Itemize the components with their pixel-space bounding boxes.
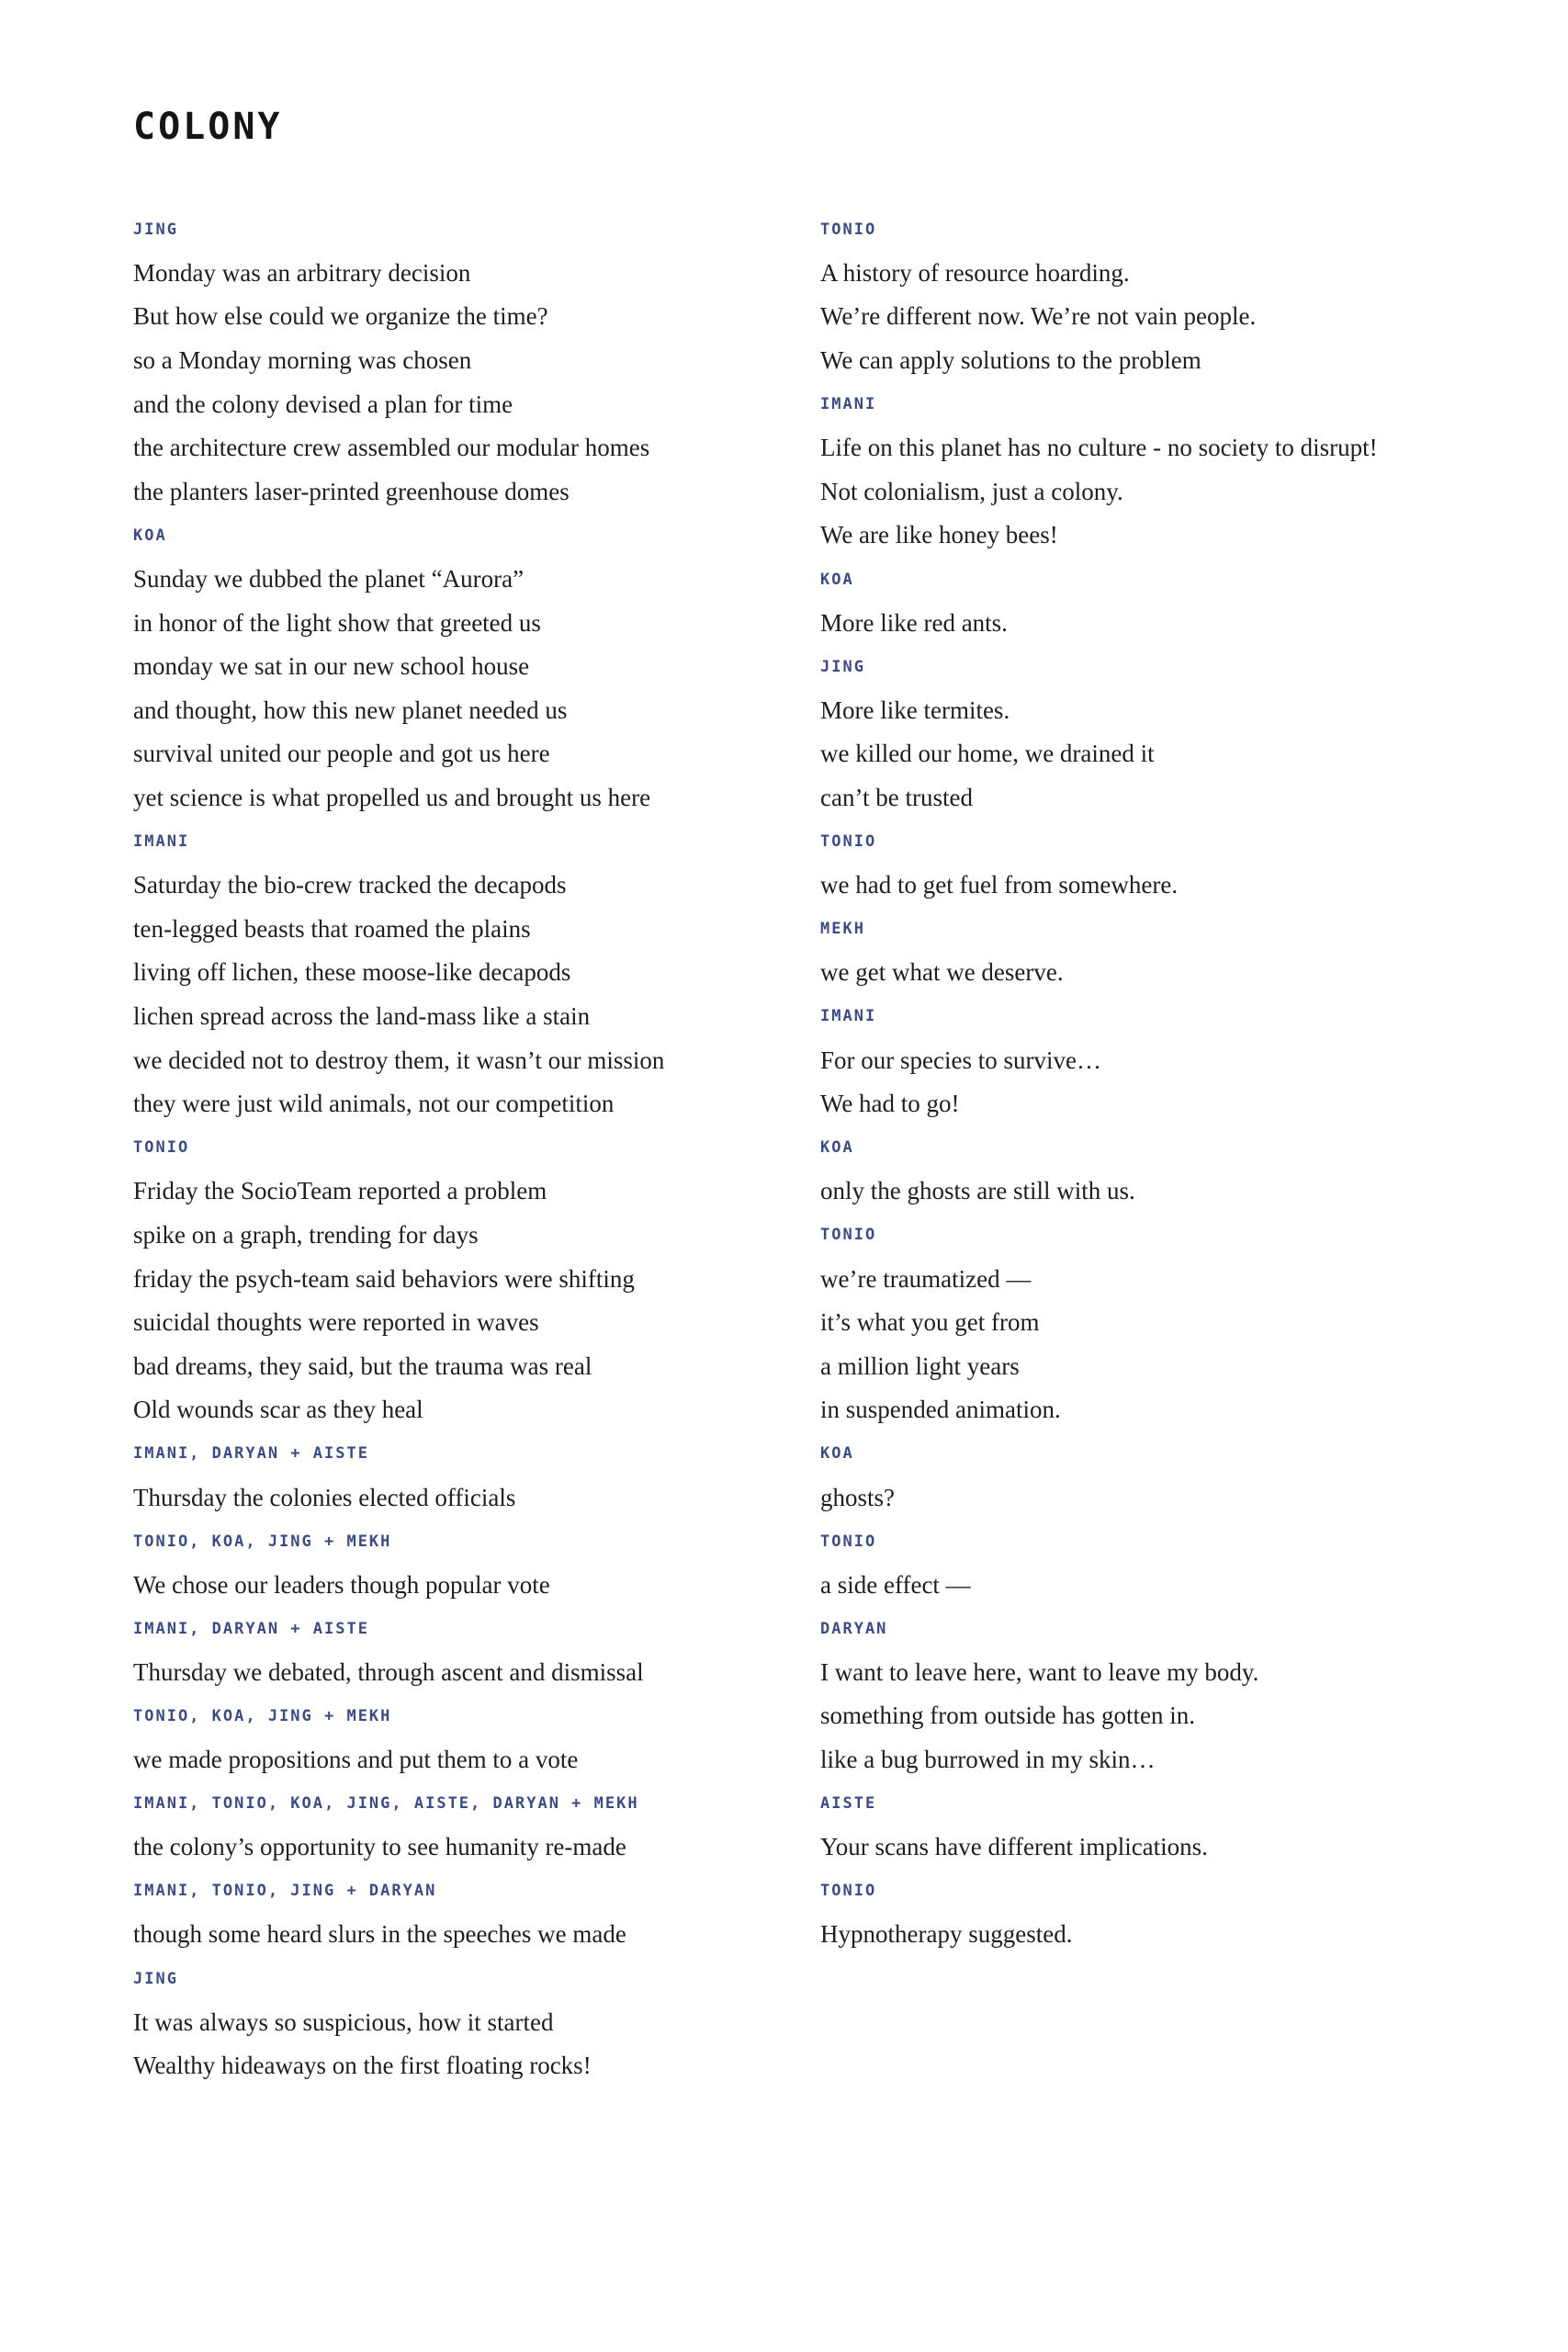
speaker-name: TONIO, KOA, JING + MEKH [133, 1706, 392, 1725]
speaker-name: JING [133, 220, 178, 239]
left-column [133, 208, 776, 2088]
speaker-row [820, 995, 1518, 1039]
speaker-name: TONIO [820, 832, 877, 852]
verse-row [820, 689, 1518, 733]
speaker-row [820, 908, 1518, 952]
verse-line: can’t be trusted [820, 784, 973, 812]
verse-row [133, 252, 776, 296]
speaker-name: JING [820, 657, 865, 676]
verse-line: Old wounds scar as they heal [133, 1396, 423, 1424]
verse-line: so a Monday morning was chosen [133, 346, 472, 375]
verse-row [820, 1651, 1518, 1695]
verse-row [133, 1344, 776, 1388]
verse-row [820, 1738, 1518, 1782]
verse-line: yet science is what propelled us and brought us here [133, 784, 651, 812]
speaker-name: TONIO, KOA, JING + MEKH [133, 1532, 392, 1551]
verse-line: it’s what you get from [820, 1308, 1040, 1337]
speaker-name: KOA [133, 526, 167, 545]
verse-row [133, 601, 776, 645]
verse-line: though some heard slurs in the speeches we made [133, 1920, 626, 1949]
verse-row [820, 252, 1518, 296]
verse-row [820, 1301, 1518, 1345]
verse-line: Friday the SocioTeam reported a problem [133, 1177, 547, 1205]
verse-row [133, 1388, 776, 1432]
speaker-name: IMANI [820, 1007, 877, 1026]
verse-line: and thought, how this new planet needed us [133, 695, 568, 724]
verse-line: we get what we deserve. [820, 958, 1064, 987]
verse-line: a million light years [820, 1351, 1020, 1380]
verse-line: ten-legged beasts that roamed the plains [133, 914, 531, 943]
verse-row [133, 1563, 776, 1607]
verse-line: We’re different now. We’re not vain people. [820, 302, 1257, 331]
verse-row [133, 1913, 776, 1957]
speaker-row [133, 1694, 776, 1738]
verse-row [820, 470, 1518, 514]
speaker-row [820, 1781, 1518, 1826]
verse-line: we had to get fuel from somewhere. [820, 871, 1179, 899]
verse-line: I want to leave here, want to leave my body. [820, 1657, 1259, 1686]
verse-row [133, 382, 776, 426]
verse-line: Life on this planet has no culture - no society to disrupt! [820, 434, 1378, 462]
verse-row [133, 1651, 776, 1695]
verse-line: Your scans have different implications. [820, 1833, 1208, 1861]
speaker-row [820, 382, 1518, 426]
verse-line: Not colonialism, just a colony. [820, 477, 1123, 505]
verse-line: Saturday the bio-crew tracked the decapods [133, 871, 567, 899]
verse-line: the colony’s opportunity to see humanity re-made [133, 1833, 626, 1861]
speaker-name: TONIO [820, 1532, 877, 1551]
verse-row [820, 514, 1518, 558]
speaker-row [820, 1432, 1518, 1476]
verse-row [133, 1082, 776, 1126]
verse-row [133, 732, 776, 776]
verse-line: in suspended animation. [820, 1396, 1061, 1424]
speaker-row [133, 1520, 776, 1564]
verse-line: ghosts? [820, 1483, 895, 1511]
verse-line: we’re traumatized — [820, 1264, 1032, 1293]
speaker-row [820, 1214, 1518, 1258]
verse-line: spike on a graph, trending for days [133, 1220, 479, 1249]
speaker-name: TONIO [133, 1138, 190, 1158]
verse-row [133, 908, 776, 952]
verse-line: and the colony devised a plan for time [133, 390, 513, 418]
verse-line: we made propositions and put them to a vote [133, 1746, 579, 1774]
verse-row [133, 995, 776, 1039]
speaker-row [133, 514, 776, 558]
speaker-row [820, 208, 1518, 252]
verse-row [133, 645, 776, 689]
verse-row [820, 1388, 1518, 1432]
verse-row [133, 951, 776, 995]
verse-row [133, 1826, 776, 1870]
speaker-row [133, 1125, 776, 1170]
right-column [820, 208, 1518, 1957]
verse-row [820, 1038, 1518, 1082]
verse-row [820, 1476, 1518, 1520]
speaker-row [133, 1781, 776, 1826]
verse-line: the architecture crew assembled our modular homes [133, 434, 650, 462]
speaker-name: IMANI, DARYAN + AISTE [133, 1619, 369, 1638]
speaker-row [133, 1957, 776, 2001]
verse-row [820, 1694, 1518, 1738]
verse-line: But how else could we organize the time? [133, 302, 548, 331]
speaker-row [820, 558, 1518, 602]
verse-row [133, 689, 776, 733]
verse-row [820, 1563, 1518, 1607]
verse-row [820, 1170, 1518, 1214]
verse-row [133, 864, 776, 908]
page-title: COLONY [133, 106, 283, 148]
verse-row [820, 1826, 1518, 1870]
speaker-name: KOA [820, 570, 854, 589]
verse-line: survival united our people and got us here [133, 740, 550, 768]
speaker-row [820, 820, 1518, 864]
verse-row [820, 951, 1518, 995]
verse-row [820, 1082, 1518, 1126]
verse-line: Hypnotherapy suggested. [820, 1920, 1073, 1949]
verse-line: More like red ants. [820, 608, 1008, 637]
speaker-name: JING [133, 1969, 178, 1988]
speaker-name: TONIO [820, 1882, 877, 1901]
speaker-row [820, 1607, 1518, 1651]
speaker-name: DARYAN [820, 1619, 888, 1638]
verse-line: Thursday the colonies elected officials [133, 1483, 516, 1511]
verse-row [820, 339, 1518, 383]
verse-line: something from outside has gotten in. [820, 1702, 1195, 1730]
verse-row [820, 1913, 1518, 1957]
speaker-name: MEKH [820, 920, 865, 939]
speaker-row [133, 1870, 776, 1914]
verse-line: For our species to survive… [820, 1046, 1101, 1074]
verse-line: It was always so suspicious, how it started [133, 2007, 554, 2036]
verse-row [133, 1170, 776, 1214]
verse-line: suicidal thoughts were reported in waves [133, 1308, 539, 1337]
speaker-row [820, 1870, 1518, 1914]
verse-line: friday the psych-team said behaviors were shifting [133, 1264, 635, 1293]
verse-line: bad dreams, they said, but the trauma was real [133, 1351, 592, 1380]
verse-line: monday we sat in our new school house [133, 652, 530, 681]
speaker-name: TONIO [820, 1226, 877, 1245]
speaker-name: IMANI, TONIO, JING + DARYAN [133, 1882, 437, 1901]
verse-row [133, 2000, 776, 2044]
verse-line: they were just wild animals, not our competition [133, 1090, 615, 1118]
speaker-name: IMANI, DARYAN + AISTE [133, 1444, 369, 1464]
verse-row [133, 1038, 776, 1082]
verse-line: Thursday we debated, through ascent and dismissal [133, 1657, 644, 1686]
speaker-name: IMANI, TONIO, KOA, JING, AISTE, DARYAN + MEKH [133, 1794, 639, 1814]
speaker-name: IMANI [133, 832, 190, 852]
verse-row [133, 470, 776, 514]
verse-row [820, 864, 1518, 908]
speaker-name: IMANI [820, 395, 877, 414]
speaker-name: AISTE [820, 1794, 877, 1814]
verse-row [133, 776, 776, 820]
verse-line: We chose our leaders though popular vote [133, 1570, 550, 1599]
verse-line: only the ghosts are still with us. [820, 1177, 1135, 1205]
verse-line: Monday was an arbitrary decision [133, 258, 471, 287]
verse-row [133, 295, 776, 339]
speaker-row [133, 1432, 776, 1476]
verse-row [820, 426, 1518, 470]
verse-row [133, 1738, 776, 1782]
speaker-name: KOA [820, 1444, 854, 1464]
speaker-row [820, 1125, 1518, 1170]
speaker-row [133, 820, 776, 864]
verse-line: living off lichen, these moose-like decapods [133, 958, 571, 987]
verse-line: A history of resource hoarding. [820, 258, 1130, 287]
verse-line: like a bug burrowed in my skin… [820, 1746, 1156, 1774]
verse-line: the planters laser-printed greenhouse domes [133, 477, 570, 505]
verse-line: lichen spread across the land-mass like a stain [133, 1001, 591, 1030]
verse-line: a side effect — [820, 1570, 971, 1599]
verse-line: We had to go! [820, 1090, 960, 1118]
verse-row [133, 1214, 776, 1258]
verse-row [820, 295, 1518, 339]
speaker-name: KOA [820, 1138, 854, 1158]
verse-row [133, 2044, 776, 2088]
speaker-row [133, 1607, 776, 1651]
verse-row [133, 1257, 776, 1301]
verse-row [820, 776, 1518, 820]
verse-line: We can apply solutions to the problem [820, 346, 1201, 375]
verse-row [133, 1476, 776, 1520]
verse-line: we decided not to destroy them, it wasn’t our mission [133, 1046, 665, 1074]
verse-line: in honor of the light show that greeted us [133, 608, 541, 637]
speaker-row [820, 1520, 1518, 1564]
verse-row [820, 732, 1518, 776]
verse-row [820, 601, 1518, 645]
verse-line: More like termites. [820, 695, 1010, 724]
verse-line: Sunday we dubbed the planet “Aurora” [133, 565, 525, 594]
verse-line: Wealthy hideaways on the first floating rocks! [133, 2052, 592, 2080]
speaker-name: TONIO [820, 220, 877, 239]
speaker-row [133, 208, 776, 252]
verse-row [133, 426, 776, 470]
verse-row [133, 339, 776, 383]
verse-row [820, 1344, 1518, 1388]
speaker-row [820, 645, 1518, 689]
verse-line: we killed our home, we drained it [820, 740, 1155, 768]
verse-line: We are like honey bees! [820, 521, 1058, 549]
verse-row [820, 1257, 1518, 1301]
verse-row [133, 1301, 776, 1345]
verse-row [133, 558, 776, 602]
